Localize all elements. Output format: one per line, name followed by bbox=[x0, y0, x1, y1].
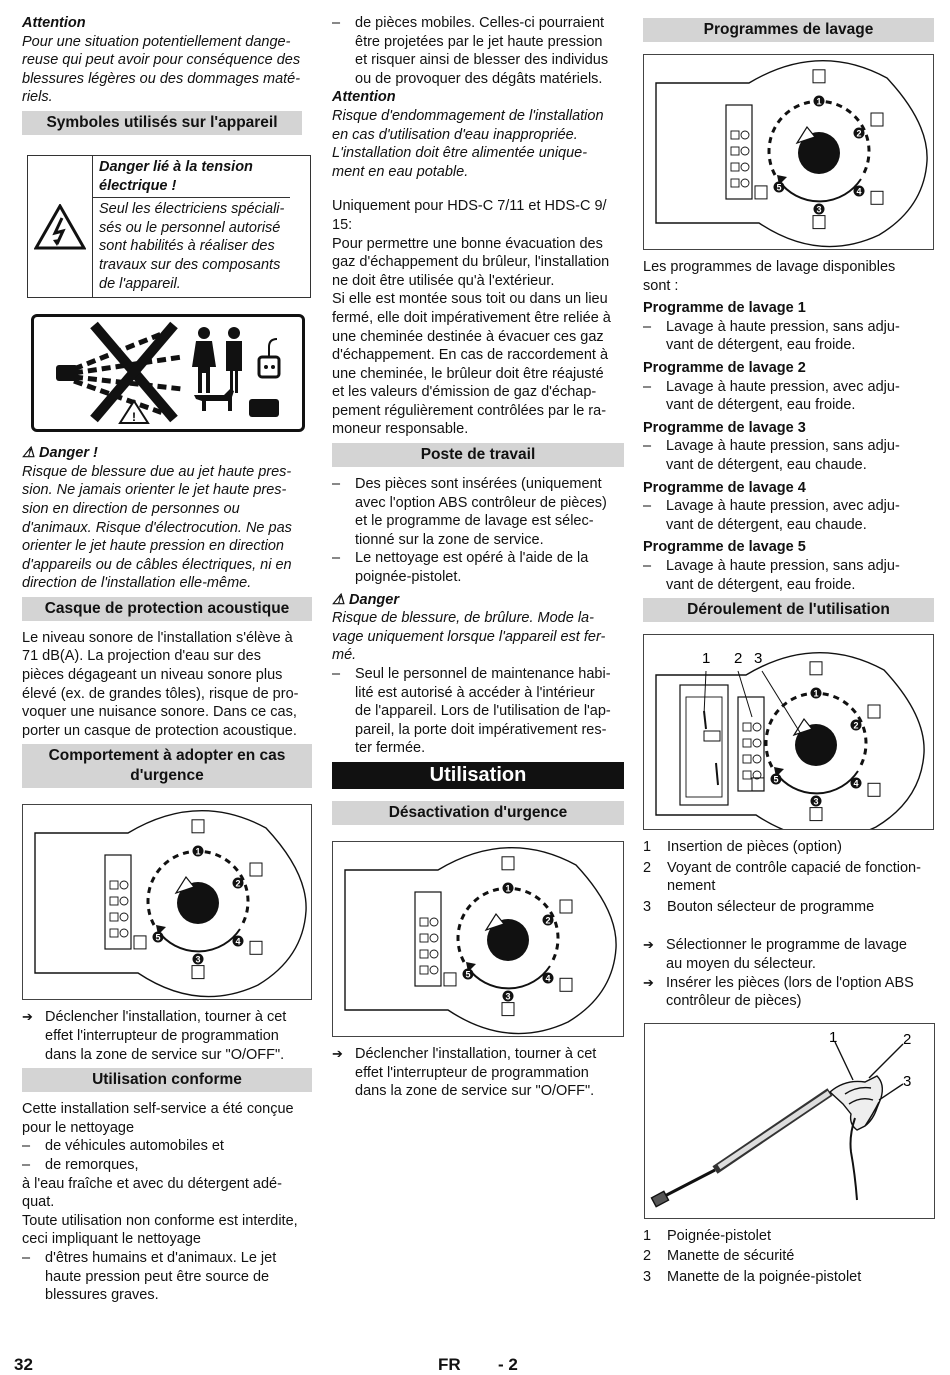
operation-heading: Déroulement de l'utilisation bbox=[643, 598, 934, 622]
list-item: – de pièces mobiles. Celles-ci pourraient être projetées par le jet haute pression et risquer ainsi de blesser des individus ou de provoquer des dégâts matériels. bbox=[332, 15, 609, 87]
wash-program-icon bbox=[444, 973, 456, 986]
program-title: Programme de lavage 3 bbox=[643, 419, 806, 436]
danger-title: ⚠ Danger ! bbox=[22, 445, 98, 462]
operation-panel-figure bbox=[643, 634, 934, 830]
page-suffix: - 2 bbox=[498, 1355, 518, 1374]
wash-program-icon bbox=[810, 808, 822, 821]
program-description: – Lavage à haute pression, sans adju- vant de détergent, eau chaude. bbox=[643, 438, 900, 473]
legend-item: 2 Voyant de contrôle capacié de fonction- nement bbox=[643, 859, 921, 895]
wash-program-icon bbox=[560, 978, 572, 991]
dial-number: 3 bbox=[816, 204, 822, 215]
dial-number: 4 bbox=[235, 936, 241, 947]
danger-title: ⚠ Danger bbox=[332, 591, 399, 608]
page-number: 32 bbox=[14, 1355, 33, 1374]
wash-program-icon bbox=[250, 863, 262, 876]
wash-program-icon bbox=[250, 942, 262, 955]
program-list bbox=[643, 299, 934, 594]
intended-use-heading: Utilisation conforme bbox=[22, 1068, 312, 1092]
program-title: Programme de lavage 1 bbox=[643, 300, 806, 317]
column-1 bbox=[22, 14, 312, 1305]
utilisation-heading: Utilisation bbox=[332, 762, 624, 789]
wash-program-icon bbox=[134, 936, 146, 949]
program-title: Programme de lavage 2 bbox=[643, 359, 806, 376]
wash-program-icon bbox=[868, 705, 880, 718]
spray-gun-figure bbox=[644, 1023, 935, 1219]
dial-number: 5 bbox=[465, 969, 471, 980]
program-title: Programme de lavage 4 bbox=[643, 479, 806, 496]
program-description: – Lavage à haute pression, sans adju- vant de détergent, eau froide. bbox=[643, 318, 900, 354]
dial-number: 2 bbox=[545, 915, 551, 926]
arrow-right-icon: ➔ bbox=[643, 937, 654, 953]
wash-program-icon bbox=[502, 1003, 514, 1016]
list-item: – de remorques, bbox=[22, 1157, 139, 1173]
dial-number: 4 bbox=[856, 186, 862, 197]
warning-triangle-icon: ⚠ bbox=[332, 591, 345, 608]
dial-number: 1 bbox=[195, 846, 201, 857]
gun-callout-1: 1 bbox=[829, 1028, 838, 1046]
attention-title: Attention bbox=[22, 15, 86, 31]
symbols-heading: Symboles utilisés sur l'appareil bbox=[22, 111, 302, 135]
danger-text: Risque de blessure due au jet haute pres- sion. Ne jamais orienter le jet haute pres- sion en direction de personnes ou d'animaux. Risque d'électrocution. Ne pas orienter le jet haute pression en direction d'appareils ou de câbles électriques, ni en direction de l'installation elle-même. bbox=[22, 463, 292, 592]
dial-number: 1 bbox=[505, 883, 511, 894]
dial-number: 2 bbox=[856, 128, 862, 139]
program-item bbox=[643, 479, 934, 535]
attention-title: Attention bbox=[332, 89, 396, 106]
dial-number: 2 bbox=[235, 878, 241, 889]
dial-number: 4 bbox=[853, 778, 859, 789]
program-title: Programme de lavage 5 bbox=[643, 539, 806, 556]
panel-callout: 2 bbox=[734, 650, 743, 668]
panel-callout: 3 bbox=[754, 650, 763, 668]
program-item bbox=[643, 299, 934, 355]
legend-item: 2 Manette de sécurité bbox=[643, 1248, 795, 1265]
dial-number: 1 bbox=[813, 688, 819, 699]
list-item: – d'êtres humains et d'animaux. Le jet haute pression peut être source de blessures graves. bbox=[22, 1249, 277, 1304]
dial-number: 2 bbox=[853, 720, 859, 731]
list-item: – Seul le personnel de maintenance habi- lité est autorisé à accéder à l'intérieur de l'appareil. Lors de l'utilisation de l'ap- pareil, la porte doit impérativement res- ter fermée. bbox=[332, 666, 611, 757]
dial-number: 5 bbox=[773, 774, 779, 785]
program-item bbox=[643, 359, 934, 415]
wash-program-icon bbox=[871, 191, 883, 204]
gun-callout-2: 2 bbox=[903, 1030, 912, 1048]
wash-program-icon bbox=[560, 900, 572, 913]
dial-number: 3 bbox=[813, 796, 819, 807]
emergency-step: ➔ Déclencher l'installation, tourner à cet effet l'interrupteur de programmation dans la zone de service sur "O/OFF". bbox=[22, 1009, 287, 1063]
wash-program-icon bbox=[871, 113, 883, 126]
legend-item: 1 Insertion de pièces (option) bbox=[643, 839, 842, 856]
dial-number: 3 bbox=[195, 954, 201, 965]
wash-program-icon bbox=[755, 186, 767, 199]
list-item: – Le nettoyage est opéré à l'aide de la poignée-pistolet. bbox=[332, 550, 589, 586]
legend-item: 1 Poignée-pistolet bbox=[643, 1227, 771, 1244]
svg-text:!: ! bbox=[132, 410, 136, 425]
dial-number: 5 bbox=[155, 932, 161, 943]
emergency-heading: Comportement à adopter en cas d'urgence bbox=[22, 744, 312, 788]
attention-text: Pour une situation potentiellement dange- reuse qui peut avoir pour conséquence des blessures légères ou des dommages maté- riels. bbox=[22, 33, 301, 106]
warning-pictogram bbox=[31, 314, 305, 432]
wash-programs-heading: Programmes de lavage bbox=[643, 18, 934, 42]
panel-callout: 1 bbox=[702, 650, 711, 668]
program-item bbox=[643, 419, 934, 475]
panel-legend bbox=[643, 838, 934, 916]
programs-intro: Les programmes de lavage disponibles sont : bbox=[643, 259, 896, 294]
dial-number: 5 bbox=[776, 182, 782, 193]
warning-triangle-icon: ⚠ bbox=[22, 445, 35, 462]
language-code: FR bbox=[438, 1355, 461, 1374]
wash-program-icon bbox=[813, 70, 825, 83]
operation-step: ➔ Sélectionner le programme de lavage au moyen du sélecteur. bbox=[643, 937, 907, 973]
dial-number: 1 bbox=[816, 96, 822, 107]
workplace-heading: Poste de travail bbox=[332, 443, 624, 467]
control-panel-figure bbox=[643, 54, 934, 250]
control-panel-figure bbox=[22, 804, 312, 1000]
legend-item: 3 Bouton sélecteur de programme bbox=[643, 898, 875, 915]
program-description: – Lavage à haute pression, avec adju- vant de détergent, eau chaude. bbox=[643, 498, 900, 533]
program-item bbox=[643, 538, 934, 594]
wash-program-icon bbox=[752, 778, 764, 791]
gun-callout-3: 3 bbox=[903, 1072, 912, 1090]
wash-program-icon bbox=[868, 783, 880, 796]
control-panel-figure bbox=[332, 841, 624, 1037]
hds-text: Uniquement pour HDS-C 7/11 et HDS-C 9/ 15: Pour permettre une bonne évacuation des gaz d'échappement du brûleur, l'installation ne doit être utilisée qu'à l'extérieur. Si elle est montée sous toit ou dans un lieu fermé, elle doit impérativement être reliée à une cheminée destinée à évacuer ces gaz d'échappement. En cas de raccordement à une cheminée, le brûleur doit être réajusté et les valeurs d'émission de gaz d'échap- pement régulièrement contrôlées par le ra- moneur responsable. bbox=[332, 198, 611, 438]
attention-text: Risque d'endommagement de l'installation en cas d'utilisation d'eau inappropriée. L'installation doit être alimentée unique- ment en eau potable. bbox=[332, 107, 604, 180]
hearing-protection-text: Le niveau sonore de l'installation s'élève à 71 dB(A). La projection d'eau sur des pièces dégageant un niveau sonore plus élevé (ex. de grandes tôles), risque de pro- voquer une nuisance sonore. Dans ce cas, porter un casque de protection acoustique. bbox=[22, 629, 299, 739]
wash-program-icon bbox=[813, 216, 825, 229]
arrow-right-icon: ➔ bbox=[22, 1009, 33, 1025]
list-item: – de véhicules automobiles et bbox=[22, 1138, 224, 1155]
intended-use-text: Cette installation self-service a été conçue pour le nettoyage – de véhicules automobiles et – de remorques, à l'eau fraîche et avec du détergent adé- quat. Toute utilisation non conforme est interdite, ceci impliquant le nettoyage – d'êtres humains et d'animaux. Le jet haute pression peut être source de blessures graves. bbox=[22, 1100, 312, 1305]
electric-danger-box: Danger lié à la tension électrique ! Seul les électriciens spéciali- sés ou le personnel autorisé sont habilités à réaliser des travaux sur des composants de l'appareil. bbox=[27, 155, 311, 298]
legend-item: 3 Manette de la poignée-pistolet bbox=[643, 1269, 862, 1286]
emergency-shutdown-heading: Désactivation d'urgence bbox=[332, 801, 624, 825]
arrow-right-icon: ➔ bbox=[643, 974, 654, 990]
column-3 bbox=[643, 14, 934, 1287]
high-voltage-icon bbox=[28, 156, 93, 297]
arrow-right-icon: ➔ bbox=[332, 1045, 343, 1061]
wash-program-icon bbox=[192, 966, 204, 979]
list-item: – Des pièces sont insérées (uniquement avec l'option ABS contrôleur de pièces) et le programme de lavage est sélec- tionné sur la zone de service. bbox=[332, 476, 607, 548]
wash-program-icon bbox=[192, 820, 204, 833]
operation-step: ➔ Insérer les pièces (lors de l'option ABS contrôleur de pièces) bbox=[643, 974, 914, 1010]
program-description: – Lavage à haute pression, sans adju- vant de détergent, eau froide. bbox=[643, 557, 900, 593]
danger-text: Risque de blessure, de brûlure. Mode la- vage uniquement lorsque l'appareil est fer- mé. bbox=[332, 610, 606, 664]
wash-program-icon bbox=[502, 857, 514, 870]
dial-number: 4 bbox=[545, 973, 551, 984]
hearing-protection-heading: Casque de protection acoustique bbox=[22, 597, 312, 621]
column-2 bbox=[332, 14, 624, 1101]
wash-program-icon bbox=[810, 662, 822, 675]
shutdown-step: ➔ Déclencher l'installation, tourner à cet effet l'interrupteur de programmation dans la zone de service sur "O/OFF". bbox=[332, 1045, 597, 1100]
program-description: – Lavage à haute pression, avec adju- vant de détergent, eau froide. bbox=[643, 378, 900, 414]
dial-number: 3 bbox=[505, 991, 511, 1002]
gun-legend bbox=[643, 1227, 934, 1287]
